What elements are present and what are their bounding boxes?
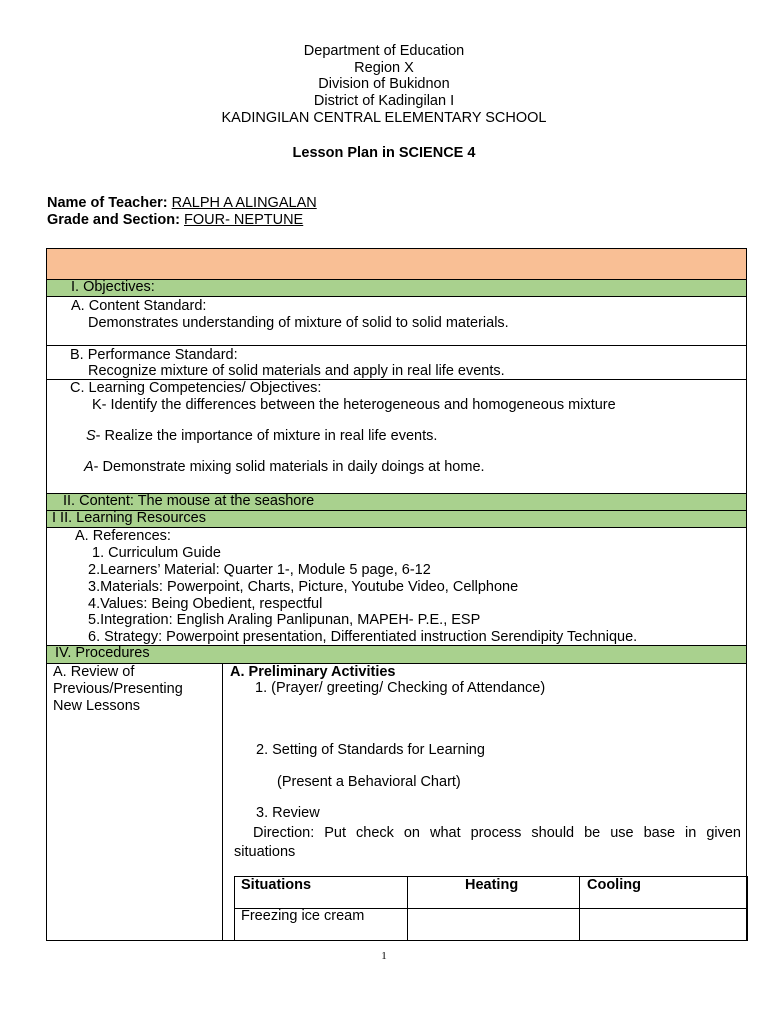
direction-line: Direction: Put check on what process should be use base in given xyxy=(253,825,741,841)
reference-item: 3.Materials: Powerpoint, Charts, Picture, Youtube Video, Cellphone xyxy=(88,579,519,595)
step-standards: 2. Setting of Standards for Learning xyxy=(256,742,485,758)
attitude-objective xyxy=(84,459,485,475)
attitude-prefix: A xyxy=(84,459,94,475)
competencies-row xyxy=(46,379,747,494)
preliminary-activities: A. Preliminary Activities xyxy=(230,664,396,680)
content-standard-label: A. Content Standard: xyxy=(71,298,207,314)
grade-line: Grade and Section: FOUR- NEPTUNE xyxy=(47,212,304,228)
table-header-cooling: Cooling xyxy=(587,877,641,893)
lesson-plan-title: Lesson Plan in SCIENCE 4 xyxy=(292,145,476,161)
skill-text: - Realize the importance of mixture in real life events. xyxy=(95,428,438,444)
review-table xyxy=(234,876,748,941)
grade-value: FOUR- NEPTUNE xyxy=(183,212,304,228)
reference-item: 6. Strategy: Powerpoint presentation, Differentiated instruction Serendipity Technique. xyxy=(88,629,638,645)
content-heading-row xyxy=(46,493,747,511)
procedure-left-cell xyxy=(53,664,183,715)
table-cell-situation: Freezing ice cream xyxy=(241,908,365,924)
attitude-text: - Demonstrate mixing solid materials in daily doings at home. xyxy=(93,459,485,475)
table-header-band xyxy=(46,248,747,280)
school-line: KADINGILAN CENTRAL ELEMENTARY SCHOOL xyxy=(221,109,547,126)
step-standards-note: (Present a Behavioral Chart) xyxy=(277,774,461,790)
district-line: District of Kadingilan I xyxy=(313,93,455,110)
reference-item: 4.Values: Being Obedient, respectful xyxy=(88,596,323,612)
document-header xyxy=(0,43,768,127)
table-header-heating: Heating xyxy=(465,877,519,893)
resources-heading: I II. Learning Resources xyxy=(52,510,206,526)
division-line: Division of Bukidnon xyxy=(318,76,450,93)
procedures-column-divider xyxy=(222,664,223,941)
content-heading: II. Content: The mouse at the seashore xyxy=(63,493,315,509)
teacher-name: RALPH A ALINGALAN xyxy=(171,195,317,211)
step-prayer: 1. (Prayer/ greeting/ Checking of Attendance) xyxy=(255,680,546,696)
skill-objective xyxy=(86,428,437,444)
step-review: 3. Review xyxy=(256,805,320,821)
reference-item: 1. Curriculum Guide xyxy=(92,545,221,561)
resources-heading-row xyxy=(46,510,747,528)
references-label: A. References: xyxy=(75,528,171,544)
teacher-line: Name of Teacher: RALPH A ALINGALAN xyxy=(47,195,317,211)
procedures-heading: IV. Procedures xyxy=(55,645,150,661)
direction-line-2: situations xyxy=(234,844,296,860)
performance-standard-label: B. Performance Standard: xyxy=(70,347,238,363)
page-number: 1 xyxy=(381,950,387,962)
competencies-label: C. Learning Competencies/ Objectives: xyxy=(70,380,322,396)
content-standard-text: Demonstrates understanding of mixture of solid to solid materials. xyxy=(88,315,509,331)
procedure-left-line: Previous/Presenting xyxy=(53,681,183,697)
procedure-left-line: A. Review of xyxy=(53,664,135,680)
reference-item: 2.Learners’ Material: Quarter 1-, Module 5 page, 6-12 xyxy=(88,562,431,578)
region-line: Region X xyxy=(354,59,414,76)
procedures-heading-row xyxy=(46,645,747,664)
skill-prefix: S xyxy=(86,428,96,444)
performance-standard-text: Recognize mixture of solid materials and apply in real life events. xyxy=(88,363,505,379)
content-standard-row xyxy=(46,296,747,346)
department-line: Department of Education xyxy=(303,43,465,59)
grade-label: Grade and Section xyxy=(47,212,176,228)
teacher-label: Name of Teacher xyxy=(47,195,163,211)
procedure-left-line: New Lessons xyxy=(53,698,141,714)
table-header-situations: Situations xyxy=(241,877,312,893)
reference-item: 5.Integration: English Araling Panlipunan, MAPEH- P.E., ESP xyxy=(88,612,481,628)
knowledge-objective: K- Identify the differences between the heterogeneous and homogeneous mixture xyxy=(92,397,616,413)
objectives-heading: I. Objectives: xyxy=(71,279,155,295)
objectives-heading-row xyxy=(46,279,747,297)
performance-standard-row xyxy=(46,345,747,380)
resources-row xyxy=(46,527,747,646)
